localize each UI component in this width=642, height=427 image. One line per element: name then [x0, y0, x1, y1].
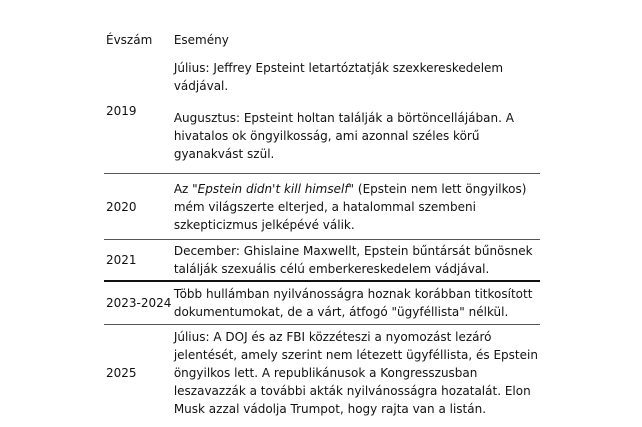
- year-cell: 2023-2024: [104, 281, 174, 325]
- event-text: Július: A DOJ és az FBI közzéteszi a nyomozást lezáró jelentését, amely szerint nem létezett ügyféllista, és Epstein öngyilkos lett. A republikánusok a Kongresszusban leszavazzák a további akták nyilvánosságra hozatalát. Elon Musk azzal vádolja Trumpot, hogy rajta van a listán.: [173, 330, 538, 416]
- table-row: [104, 174, 540, 240]
- event-cell: [174, 240, 540, 282]
- table-row: [104, 325, 540, 422]
- event-text: Július: Jeffrey Epsteint letartóztatják szexkereskedelem vádjával.: [173, 61, 504, 93]
- event-cell: [174, 281, 540, 325]
- event-text: Több hullámban nyilvánosságra hoznak korábban titkosított dokumentumokat, de a várt, átfogó "ügyféllista" nélkül.: [173, 287, 533, 319]
- year-cell: 2019: [106, 104, 137, 118]
- event-cell: [174, 174, 540, 240]
- event-text: December: Ghislaine Maxwellt, Epstein bűntársát bűnösnek találják szexuális célú emberkereskedelem vádjával.: [173, 244, 533, 276]
- year-column-header: Évszám: [106, 33, 153, 47]
- event-cell: [174, 325, 540, 422]
- meme-quote: Epstein didn't kill himself: [197, 181, 349, 196]
- event-text: [174, 178, 540, 236]
- event-text: Augusztus: Epsteint holtan találják a börtöncellájában. A hivatalos ok öngyilkosság, ami azonnal széles körű gyanakvást szül.: [173, 111, 514, 161]
- year-cell: 2021: [104, 240, 174, 282]
- table-row: [104, 240, 540, 282]
- timeline-table: [104, 27, 540, 421]
- event-text-prefix: Az ": [173, 181, 198, 196]
- year-cell: 2020: [104, 174, 174, 240]
- event-text-suffix: " (Epstein nem lett öngyilkos) mém világszerte elterjed, a hatalommal szembeni szkepticizmus jelképévé válik.: [173, 181, 527, 232]
- year-cell: 2025: [104, 325, 174, 422]
- table-row: [104, 281, 540, 325]
- event-cell: [174, 49, 540, 174]
- event-column-header: Esemény: [173, 33, 229, 47]
- table-row: [104, 49, 540, 174]
- table-header-row: [104, 27, 540, 49]
